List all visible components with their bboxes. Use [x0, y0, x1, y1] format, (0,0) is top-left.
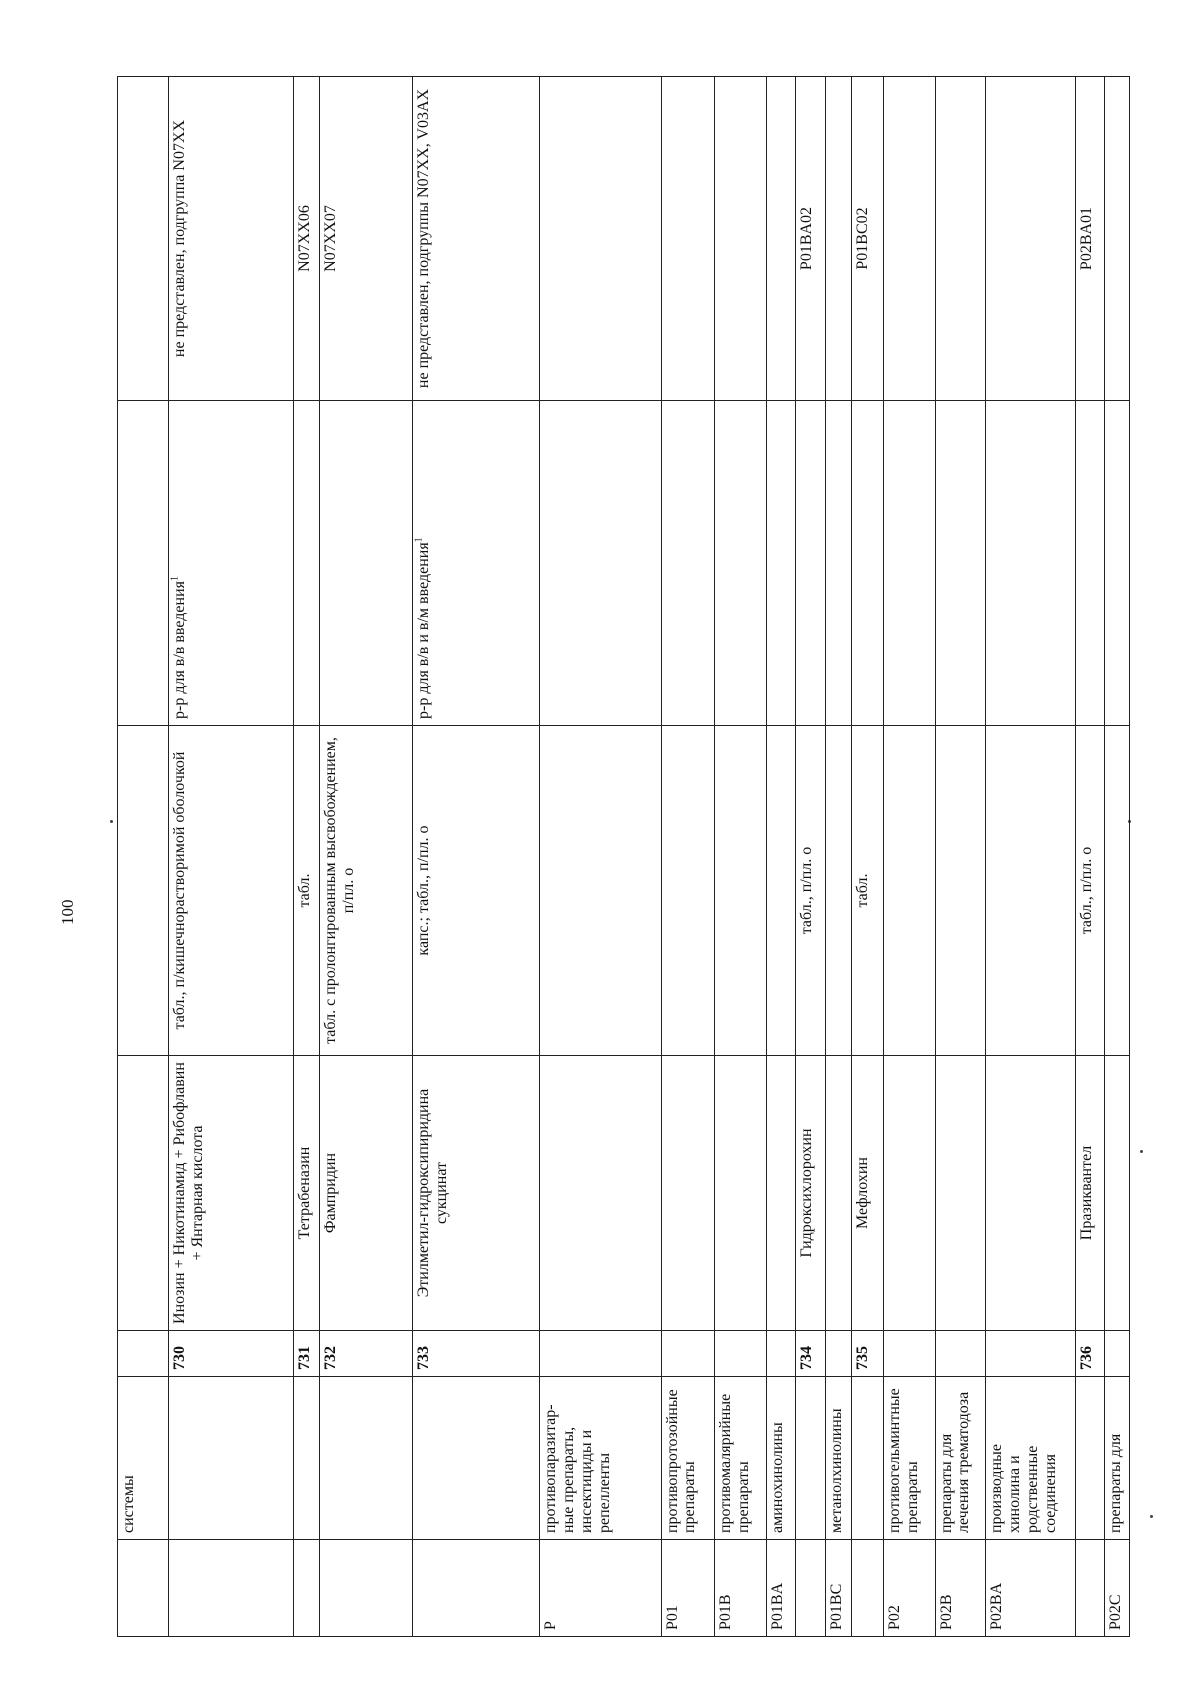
- cell-group: [293, 1377, 320, 1540]
- group-text: противопаразитар-ные препараты, инсектициды и репелленты: [542, 1404, 613, 1533]
- code-text: P02B: [937, 1594, 955, 1630]
- cell-extra-form: [412, 401, 539, 726]
- code-text: P02BA: [988, 1582, 1006, 1630]
- cell-note: [320, 77, 413, 401]
- cell-note: [935, 77, 986, 401]
- cell-num: [320, 1331, 413, 1377]
- cell-inn: [986, 1056, 1075, 1331]
- cell-note: [1075, 77, 1104, 401]
- cell-dosage-form: [714, 726, 766, 1056]
- cell-inn: [714, 1056, 766, 1331]
- cell-group: [1075, 1377, 1104, 1540]
- note-text: не представлен, подгруппа N07XX: [170, 119, 188, 358]
- dosage-form-text: табл., п/кишечнорастворимой оболочкой: [170, 751, 188, 1030]
- cell-num: [851, 1331, 883, 1377]
- cell-dosage-form: [661, 726, 714, 1056]
- cell-group: [986, 1377, 1075, 1540]
- cell-group: [826, 1377, 851, 1540]
- inn-text: Этилметил-гидроксипиридина сукцинат: [414, 1088, 450, 1298]
- page-number: 100: [58, 899, 77, 925]
- cell-extra-form: [293, 401, 320, 726]
- cell-extra-form: [714, 401, 766, 726]
- cell-note: [986, 77, 1075, 401]
- num-text: 734: [798, 1346, 816, 1370]
- code-text: P01BA: [768, 1582, 786, 1630]
- cell-group: [118, 1377, 169, 1540]
- cell-num: [1075, 1331, 1104, 1377]
- dosage-form-text: капс.; табл., п/пл. о: [414, 825, 432, 956]
- scan-speck: [110, 820, 113, 823]
- group-text: противомалярийные препараты: [716, 1393, 752, 1533]
- cell-code: [320, 1540, 413, 1637]
- cell-code: [661, 1540, 714, 1637]
- group-text: препараты для лечения трематодоза: [937, 1391, 973, 1533]
- cell-note: [1104, 77, 1129, 401]
- dosage-form-text: табл., п/пл. о: [1077, 846, 1095, 935]
- cell-dosage-form: [1104, 726, 1129, 1056]
- cell-inn: [661, 1056, 714, 1331]
- cell-inn: [796, 1056, 826, 1331]
- cell-group: [766, 1377, 796, 1540]
- cell-extra-form: [851, 401, 883, 726]
- cell-dosage-form: [766, 726, 796, 1056]
- note-text: P01BC02: [853, 207, 871, 270]
- cell-extra-form: [986, 401, 1075, 726]
- cell-num: [293, 1331, 320, 1377]
- cell-dosage-form: [1075, 726, 1104, 1056]
- scan-speck: [1150, 1515, 1153, 1518]
- cell-dosage-form: [118, 726, 169, 1056]
- extra-form-text: р-р для в/в и в/м введения: [414, 542, 432, 719]
- cell-num: [714, 1331, 766, 1377]
- cell-note: [118, 77, 169, 401]
- note-text: N07XX07: [322, 205, 340, 272]
- cell-num: [766, 1331, 796, 1377]
- cell-group: [661, 1377, 714, 1540]
- num-text: 732: [322, 1346, 340, 1370]
- cell-code: [118, 1540, 169, 1637]
- inn-text: Празиквантел: [1077, 1145, 1095, 1241]
- code-text: P01: [663, 1605, 681, 1630]
- footnote-marker: 1: [413, 537, 425, 543]
- group-text: метанолхинолины: [828, 1408, 846, 1533]
- cell-inn: [168, 1056, 293, 1331]
- table-row: [986, 77, 1075, 1637]
- cell-dosage-form: [293, 726, 320, 1056]
- group-text: противопротозойные препараты: [663, 1389, 699, 1533]
- cell-dosage-form: [412, 726, 539, 1056]
- cell-extra-form: [320, 401, 413, 726]
- num-text: 735: [853, 1346, 871, 1370]
- cell-group: [168, 1377, 293, 1540]
- inn-text: Фампридин: [322, 1152, 340, 1234]
- cell-note: [851, 77, 883, 401]
- cell-code: [935, 1540, 986, 1637]
- cell-code: [412, 1540, 539, 1637]
- num-text: 731: [295, 1346, 313, 1370]
- cell-code: [1075, 1540, 1104, 1637]
- table-row: [293, 77, 320, 1637]
- cell-group: [851, 1377, 883, 1540]
- cell-num: [883, 1331, 935, 1377]
- cell-note: [661, 77, 714, 401]
- cell-inn: [412, 1056, 539, 1331]
- rotated-table-container: [117, 77, 1130, 1637]
- cell-extra-form: [826, 401, 851, 726]
- cell-extra-form: [935, 401, 986, 726]
- cell-inn: [293, 1056, 320, 1331]
- table-row: [1104, 77, 1129, 1637]
- cell-extra-form: [1104, 401, 1129, 726]
- cell-dosage-form: [986, 726, 1075, 1056]
- cell-note: [766, 77, 796, 401]
- table-row: [935, 77, 986, 1637]
- code-text: P01BC: [828, 1583, 846, 1630]
- dosage-form-text: табл., п/пл. о: [798, 846, 816, 935]
- cell-dosage-form: [540, 726, 662, 1056]
- dosage-form-text: табл. с пролонгированным высвобождением, п/пл. о: [322, 737, 358, 1044]
- cell-code: [540, 1540, 662, 1637]
- note-text: P02BA01: [1077, 206, 1095, 271]
- table-row: [826, 77, 851, 1637]
- cell-code: [1104, 1540, 1129, 1637]
- code-text: P02C: [1106, 1594, 1124, 1630]
- inn-text: Тетрабеназин: [295, 1146, 313, 1240]
- inn-text: Гидроксихлорохин: [798, 1128, 816, 1258]
- cell-inn: [826, 1056, 851, 1331]
- cell-code: [766, 1540, 796, 1637]
- cell-num: [118, 1331, 169, 1377]
- table-row: [320, 77, 413, 1637]
- code-text: P01B: [716, 1594, 734, 1630]
- cell-dosage-form: [883, 726, 935, 1056]
- code-text: P02: [885, 1605, 903, 1630]
- cell-group: [412, 1377, 539, 1540]
- table-row: [661, 77, 714, 1637]
- group-text: системы: [120, 1475, 137, 1533]
- cell-inn: [118, 1056, 169, 1331]
- note-text: P01BA02: [798, 206, 816, 271]
- cell-extra-form: [168, 401, 293, 726]
- scan-speck: [1140, 1150, 1143, 1153]
- cell-num: [935, 1331, 986, 1377]
- num-text: 736: [1077, 1346, 1095, 1370]
- cell-num: [168, 1331, 293, 1377]
- num-text: 730: [170, 1346, 188, 1370]
- dosage-form-text: табл.: [853, 873, 871, 908]
- extra-form-text: р-р для в/в введения: [170, 581, 188, 719]
- cell-note: [412, 77, 539, 401]
- cell-note: [540, 77, 662, 401]
- table-body: [118, 77, 1130, 1637]
- cell-inn: [883, 1056, 935, 1331]
- cell-num: [986, 1331, 1075, 1377]
- cell-group: [883, 1377, 935, 1540]
- cell-dosage-form: [168, 726, 293, 1056]
- cell-group: [796, 1377, 826, 1540]
- table-row: [851, 77, 883, 1637]
- cell-extra-form: [1075, 401, 1104, 726]
- cell-dosage-form: [796, 726, 826, 1056]
- cell-num: [796, 1331, 826, 1377]
- table-row: [883, 77, 935, 1637]
- cell-code: [714, 1540, 766, 1637]
- cell-code: [826, 1540, 851, 1637]
- cell-extra-form: [118, 401, 169, 726]
- cell-inn: [766, 1056, 796, 1331]
- table-row: [714, 77, 766, 1637]
- cell-note: [826, 77, 851, 401]
- cell-code: [883, 1540, 935, 1637]
- table-row: [168, 77, 293, 1637]
- cell-note: [168, 77, 293, 401]
- table-row: [412, 77, 539, 1637]
- cell-num: [826, 1331, 851, 1377]
- cell-extra-form: [540, 401, 662, 726]
- cell-extra-form: [883, 401, 935, 726]
- cell-group: [1104, 1377, 1129, 1540]
- table-row: [766, 77, 796, 1637]
- cell-code: [851, 1540, 883, 1637]
- drug-register-table: [117, 76, 1130, 1637]
- inn-text: Инозин + Никотинамид + Рибофлавин + Янтарная кислота: [170, 1062, 206, 1324]
- footnote-marker: 1: [169, 576, 181, 581]
- cell-num: [1104, 1331, 1129, 1377]
- table-row: [1075, 77, 1104, 1637]
- cell-group: [714, 1377, 766, 1540]
- cell-extra-form: [796, 401, 826, 726]
- cell-group: [935, 1377, 986, 1540]
- cell-code: [986, 1540, 1075, 1637]
- group-text: аминохинолины: [768, 1422, 786, 1533]
- cell-num: [661, 1331, 714, 1377]
- cell-num: [540, 1331, 662, 1377]
- cell-note: [796, 77, 826, 401]
- note-text: не представлен, подгруппы N07XX, V03AX: [414, 88, 432, 389]
- num-text: 733: [414, 1346, 432, 1370]
- table-row: [118, 77, 169, 1637]
- group-text: препараты для: [1106, 1433, 1124, 1533]
- group-text: противогельминтные препараты: [885, 1388, 921, 1533]
- cell-dosage-form: [826, 726, 851, 1056]
- note-text: N07XX06: [295, 205, 313, 272]
- group-text: производные хинолина и родственные соединения: [988, 1444, 1060, 1533]
- cell-inn: [1075, 1056, 1104, 1331]
- table-row: [540, 77, 662, 1637]
- cell-dosage-form: [320, 726, 413, 1056]
- cell-note: [883, 77, 935, 401]
- table-row: [796, 77, 826, 1637]
- cell-inn: [540, 1056, 662, 1331]
- cell-inn: [320, 1056, 413, 1331]
- cell-code: [168, 1540, 293, 1637]
- cell-inn: [1104, 1056, 1129, 1331]
- cell-inn: [935, 1056, 986, 1331]
- cell-note: [714, 77, 766, 401]
- cell-dosage-form: [935, 726, 986, 1056]
- code-text: P: [542, 1621, 560, 1630]
- cell-inn: [851, 1056, 883, 1331]
- cell-extra-form: [766, 401, 796, 726]
- cell-extra-form: [661, 401, 714, 726]
- cell-note: [293, 77, 320, 401]
- cell-num: [412, 1331, 539, 1377]
- cell-code: [293, 1540, 320, 1637]
- cell-group: [320, 1377, 413, 1540]
- cell-code: [796, 1540, 826, 1637]
- cell-group: [540, 1377, 662, 1540]
- inn-text: Мефлохин: [853, 1157, 871, 1229]
- cell-dosage-form: [851, 726, 883, 1056]
- dosage-form-text: табл.: [295, 873, 313, 908]
